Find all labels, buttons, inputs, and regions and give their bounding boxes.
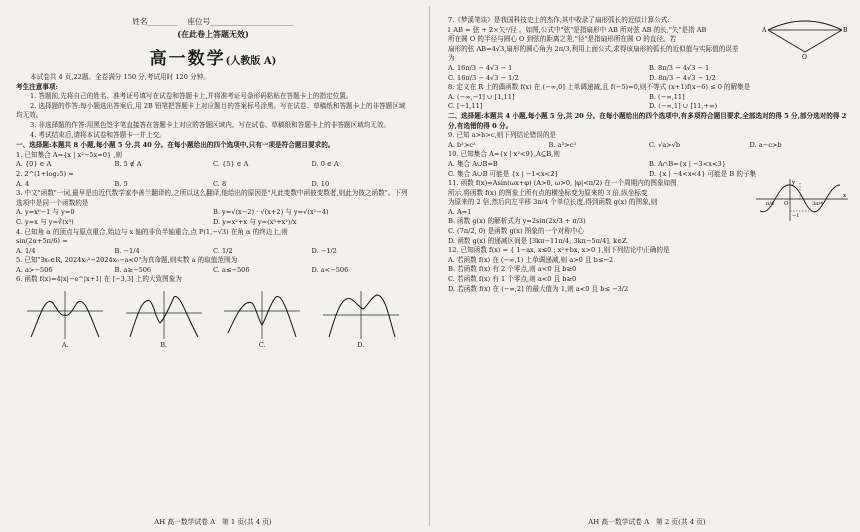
q7-sector-figure [762,16,848,60]
q6-graph-b-label: B. [160,341,168,350]
page-1-footer: AH 高一数学试卷 A 第 1 页(共 4 页) [154,518,272,526]
q6-graph-a-label: A. [61,341,69,350]
q6-stem: 6. 函数 f(x)=4|x|−e^|x+1| 在 [−3,3] 上的大致图象为 [16,275,182,284]
q9-stem: 9. 已知 a>b>c,则下列结论错误的是 [448,131,557,140]
page-divider [429,6,430,526]
q4-options [16,247,410,257]
q6-graph-a [25,289,105,349]
q8-option-d: D. (−∞,1] ∪ [11,+∞) [649,102,718,111]
q6-graph-d [321,289,401,349]
q11-option-a: A. A=1 [448,207,472,216]
note-3: 3. 非选择题的作答:用黑色签字笔直接答在答题卡上对应的答题区域内。写在试卷、草稿纸和答题卡上的非答题区域均无效。 [30,120,391,129]
q4-stem-2: sin(2α+5π/6) = [16,237,68,246]
q11-origin-label: O [784,201,789,208]
q1-options [16,160,410,170]
page-2 [434,0,860,532]
q2-stem: 2. 2^(1+log₂5) = [16,169,74,178]
q1-stem: 1. 已知集合 A={x | x²−5x=0} ,则 [16,150,122,159]
q11-3pi4-label: 3π/4 [812,201,824,208]
q11-x-label: x [843,193,847,200]
q6-graph-d-plot [321,289,401,341]
name-seat-line [16,16,410,27]
q4-option-a: A. 1/4 [16,246,36,255]
q4-stem: 4. 已知角 α 的顶点与原点重合,始边与 x 轴的非负半轴重合,点 P(1,−√3) 在角 α 的终边上,则 [16,227,288,236]
q4-option-c: C. 1/2 [213,246,233,255]
q2-option-c: C. 8 [213,179,227,188]
q11-option-d: D. 函数 g(x) 的递减区间是 [3kπ−11π/4, 3kπ−5π/4], k∈Z [448,236,627,245]
q9-option-d: D. a−c>b [749,140,782,149]
q12-option-a: A. 若函数 f(x) 在 (−∞,1) 上单调递减,则 a>0 且 b≤−2 [448,255,614,264]
q5-option-b: B. a≥−506 [114,265,152,274]
q3-option-d: D. y=x²+x 与 y=(x³+x²)/x [213,217,297,226]
q11-neg1-label: −1 [792,213,800,220]
q5-stem: 5. 已知"∃x₀∈R, 2024x₀²−2024x₀−a<0"为真命题,则实数 a 的取值范围为 [16,256,238,265]
q12-option-c: C. 若函数 f(x) 有 1 个零点,则 a<0 且 b≥0 [448,275,577,284]
name-label: 姓名________ [132,17,178,26]
q5-option-a: A. a>−506 [16,265,53,274]
q3-options-ab [16,208,410,218]
q6-graph-c-label: C. [258,341,266,350]
q1-option-b: B. 5 ∉ A [114,160,142,169]
q2-option-b: B. 5 [114,179,128,188]
q9-options [448,141,850,151]
q12-stem: 12. 已知函数 f(x) = { 1−ax, x≤0 ; x²+bx, x>0 },则下列结论中正确的是 [448,246,670,255]
q6-graph-c [222,289,302,349]
q8-options-ab [448,93,850,103]
q10-options-ab [448,160,850,170]
q11-y-label: y [792,180,796,187]
q12-option-b: B. 若函数 f(x) 有 2 个零点,则 a<0 且 b≥0 [448,265,577,274]
q6-graph-a-plot [25,289,105,341]
page-1 [0,0,426,532]
q3-option-b: B. y=√(x−2) · √(x+2) 与 y=√(x²−4) [213,208,329,217]
q7-line-1: 7.《梦溪笔谈》是我国科技史上的杰作,其中收录了扇形弧长的近似计算公式: [448,16,670,24]
q7-label-o: O [802,54,807,60]
q7-option-c: C. 16π/3 − 4√3 − 1/2 [448,73,519,82]
q3-options-cd [16,218,410,228]
q6-graphs [16,289,410,349]
q11-sine-figure [754,177,850,223]
q11-line-3: 为原来的 2 倍,然后向左平移 3π/4 个单位长度,得到函数 g(x) 的图象,则 [448,198,658,207]
q12-option-d: D. 若函数 f(x) 在 (−∞,2] 的最大值为 1,则 a<0 且 b≤ −3/2 [448,284,629,293]
q3-option-a: A. y=x⁰−1 与 y=0 [16,208,75,217]
q2-option-a: A. 4 [16,179,30,188]
q1-option-a: A. {0} ∈ A [16,160,52,169]
intro-text: 本试卷共 4 页,22题。全卷满分 150 分,考试用时 120 分钟。 [30,73,210,81]
q11-line-2: 所示,将函数 f(x) 的图象上所有点的横坐标变为原来的 3 倍,纵坐标变 [448,188,648,197]
q5-option-d: D. a<−506 [311,265,349,274]
notes-heading: 考生注意事项: [16,82,58,91]
exam-title-suffix: (人教版 A) [225,56,277,67]
note-4: 4. 考试结束后,请将本试卷和答题卡一并上交。 [30,130,166,139]
q8-stem: 8. 定义在 R 上的偶函数 f(x) 在 (−∞,0] 上单调递减,且 f(−5)=0,则不等式 (x+1)f(x−6) ≤ 0 的解集是 [448,83,751,92]
q7-label-b: B [843,27,848,34]
q7-label-a: A [762,27,767,34]
section-2-heading: 二、选择题:本题共 4 小题,每小题 5 分,共 20 分。在每小题给出的四个选项中,有多项符合题目要求,全部选对的得 5 分,部分选对的得 2 分,有选错的得 0 分。 [448,111,847,130]
q7-line-2: l_AB ≈ 弦 + 2×矢²/径 。如图,公式中"弦"是指扇形中 AB 所对弦 AB 的长,"矢"是指 AB [448,25,707,34]
q8-option-a: A. (−∞,−1] ∪ [1,11] [448,92,515,101]
q3-option-c: C. y=x 与 y=∛(x³) [16,217,74,226]
q1-option-c: C. {5} ∈ A [213,160,249,169]
q2-option-d: D. 10 [311,179,330,188]
q9-option-c: C. √a>√b [649,140,681,149]
q11-line-1: 11. 函数 f(x)=Asin(ωx+φ) (A>0, ω>0, |φ|<π/2) 在一个周期内的图象如图 [448,179,677,188]
q8-option-c: C. [−1,11] [448,102,483,111]
q7-line-5: 为 [448,54,455,63]
note-2: 2. 选择题的作答:每小题选出答案后,用 2B 铅笔把答题卡上对应题目的答案标号涂黑。写在试卷、草稿纸和答题卡上的非答题区域均无效。 [16,101,406,120]
q6-graph-c-plot [222,289,302,341]
q4-option-d: D. −1/2 [311,246,337,255]
seat-label: 座位号______________________ [187,17,294,26]
q8-option-b: B. (−∞,11] [649,92,685,101]
q6-graph-b [124,289,204,349]
q9-option-a: A. b²>c² [448,140,476,149]
q8-options-cd [448,102,850,112]
q2-options [16,180,410,190]
q7-options-ab [448,64,850,74]
q10-option-a: A. 集合 A∪B=B [448,159,498,168]
exam-title-main: 高一数学 [149,49,226,69]
q7-option-d: D. 8π/3 − 4√3 − 1/2 [649,73,716,82]
q7-line-3: 所在圆 O 的半径与圆心 O 到弦的距离之差,"径"是指扇形所在圆 O 的直径。若 [448,35,677,44]
q11-option-b: B. 函数 g(x) 的解析式为 y=2sin(2x/3 + π/3) [448,217,586,226]
q7-option-a: A. 16π/3 − 4√3 − 1 [448,63,513,72]
q7-line-4: 扇形的弦 AB=4√3,扇形的圆心角为 2π/3,利用上面公式,求得该扇形的弧长的近似值与实际值的误差 [448,44,739,53]
q9-option-b: B. a³>c³ [548,140,576,149]
section-1-heading: 一、选择题:本题共 8 小题,每小题 5 分,共 40 分。在每小题给出的四个选项中,只有一项是符合题目要求的。 [16,141,335,150]
no-answer-warning: (在此卷上答题无效) [177,29,249,39]
note-1: 1. 答题前,先将自己的姓名、准考证号填写在试卷和答题卡上,并将准考证号条形码粘贴在答题卡上的指定位置。 [30,92,353,101]
q7-option-b: B. 8π/3 − 4√3 − 1 [649,63,710,72]
q4-option-b: B. −1/4 [114,246,140,255]
q6-graph-b-plot [124,289,204,341]
q7-options-cd [448,74,850,84]
page-2-footer: AH 高一数学试卷 A 第 2 页(共 4 页) [588,518,706,526]
q11-pi4-label: π/4 [766,201,775,208]
q6-graph-d-label: D. [357,341,365,350]
q1-option-d: D. 0 ∈ A [311,160,339,169]
q10-option-d: D. {x | −4<x<4} 可能是 B 的子集 [649,169,757,178]
q11-option-c: C. (7π/2, 0) 是函数 g(x) 图象的一个对称中心 [448,227,584,236]
q5-option-c: C. a≤−506 [213,265,250,274]
q10-option-b: B. A∩B={x | −3<x<3} [649,159,726,168]
exam-title [16,44,410,69]
q10-option-c: C. 集合 A∪B 可能是 {x | −1<x<2} [448,169,559,178]
q3-stem: 3. 中文"函数"一词,最早是由近代数学家李善兰翻译的,之所以这么翻译,他给出的原因是"凡此变数中函彼变数者,则此为彼之函数"。下列选项中是同一个函数的是 [16,189,408,207]
q10-stem: 10. 已知集合 A={x | x²<9},A⊆B,则 [448,150,560,159]
